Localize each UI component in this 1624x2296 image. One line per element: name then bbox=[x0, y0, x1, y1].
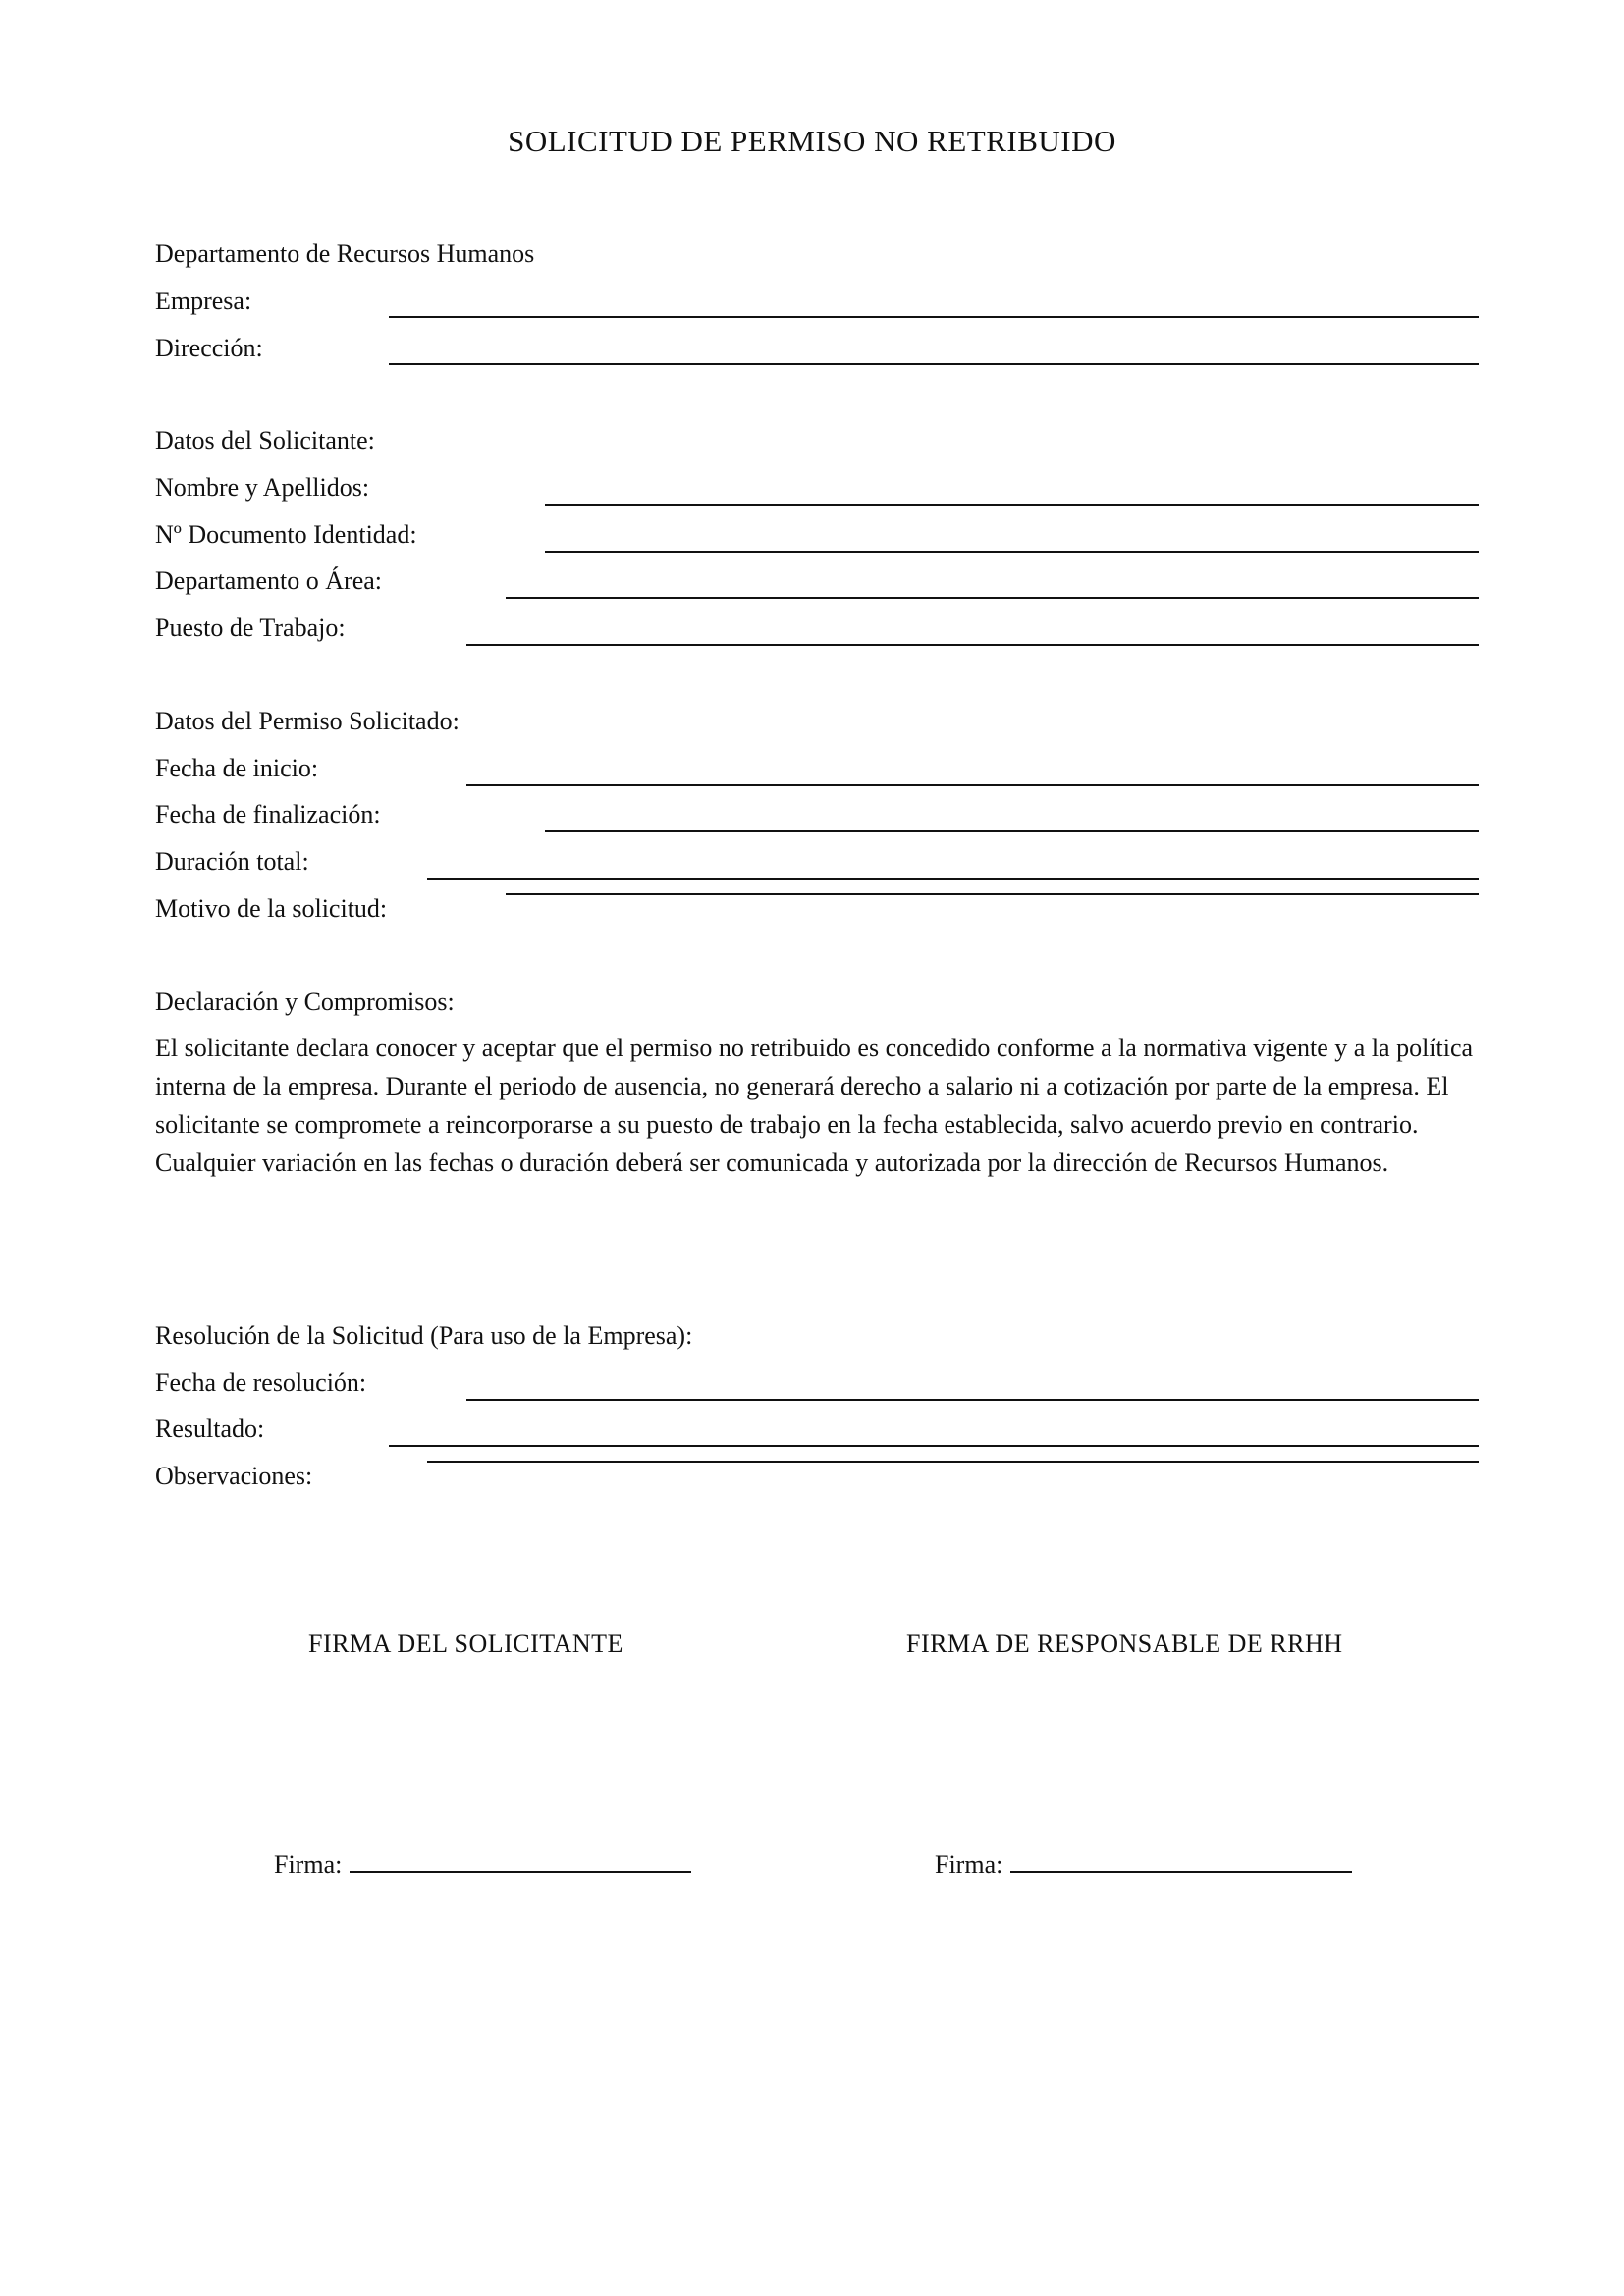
applicant-signature-field[interactable] bbox=[350, 1847, 691, 1873]
hr-signature-heading: FIRMA DE RESPONSABLE DE RRHH bbox=[906, 1629, 1343, 1658]
end-date-label: Fecha de finalización: bbox=[155, 800, 381, 828]
duration-field-line[interactable] bbox=[427, 878, 1479, 880]
address-label: Dirección: bbox=[155, 334, 263, 362]
notes-label: Observaciones: bbox=[155, 1462, 313, 1490]
applicant-signature-line bbox=[274, 1847, 691, 1880]
notes-field-line[interactable] bbox=[427, 1461, 1479, 1463]
start-date-label: Fecha de inicio: bbox=[155, 754, 319, 782]
duration-label: Duración total: bbox=[155, 847, 309, 876]
resolution-date-label: Fecha de resolución: bbox=[155, 1368, 367, 1397]
resolution-heading: Resolución de la Solicitud (Para uso de la Empresa): bbox=[155, 1321, 693, 1350]
name-field-line[interactable] bbox=[545, 504, 1479, 506]
name-label: Nombre y Apellidos: bbox=[155, 473, 370, 502]
resolution-date-field-line[interactable] bbox=[466, 1399, 1479, 1401]
position-field-line[interactable] bbox=[466, 644, 1479, 646]
declaration-text: El solicitante declara conocer y aceptar que el permiso no retribuido es concedido conforme a la normativa vigente y a la política interna de la empresa. Durante el periodo de ausencia, no generará derecho a salario ni a cotización por parte de la empresa. El solicitante se compromete a reincorporarse a su puesto de trabajo en la fecha establecida, salvo acuerdo previo en contrario. Cualquier variación en las fechas o duración deberá ser comunicada y autorizada por la dirección de Recursos Humanos. bbox=[155, 1034, 1474, 1177]
position-label: Puesto de Trabajo: bbox=[155, 614, 346, 642]
applicant-signature-heading: FIRMA DEL SOLICITANTE bbox=[308, 1629, 623, 1658]
hr-signature-line bbox=[935, 1847, 1352, 1880]
end-date-field-line[interactable] bbox=[545, 830, 1479, 832]
applicant-signature-label: Firma: bbox=[274, 1850, 343, 1879]
company-field-line[interactable] bbox=[389, 316, 1479, 318]
hr-signature-label: Firma: bbox=[935, 1850, 1003, 1879]
result-field-line[interactable] bbox=[389, 1445, 1479, 1447]
declaration-heading: Declaración y Compromisos: bbox=[155, 988, 455, 1016]
applicant-heading: Datos del Solicitante: bbox=[155, 426, 375, 454]
area-label: Departamento o Área: bbox=[155, 566, 383, 595]
address-field-line[interactable] bbox=[389, 363, 1479, 365]
id-document-label: Nº Documento Identidad: bbox=[155, 520, 417, 549]
reason-label: Motivo de la solicitud: bbox=[155, 894, 388, 923]
reason-field-line[interactable] bbox=[506, 893, 1479, 895]
leave-heading: Datos del Permiso Solicitado: bbox=[155, 707, 460, 735]
id-document-field-line[interactable] bbox=[545, 551, 1479, 553]
result-label: Resultado: bbox=[155, 1415, 265, 1443]
start-date-field-line[interactable] bbox=[466, 784, 1479, 786]
company-label: Empresa: bbox=[155, 287, 252, 315]
hr-signature-field[interactable] bbox=[1010, 1847, 1352, 1873]
area-field-line[interactable] bbox=[506, 597, 1479, 599]
page-title: SOLICITUD DE PERMISO NO RETRIBUIDO bbox=[508, 124, 1116, 158]
department-heading: Departamento de Recursos Humanos bbox=[155, 240, 535, 268]
